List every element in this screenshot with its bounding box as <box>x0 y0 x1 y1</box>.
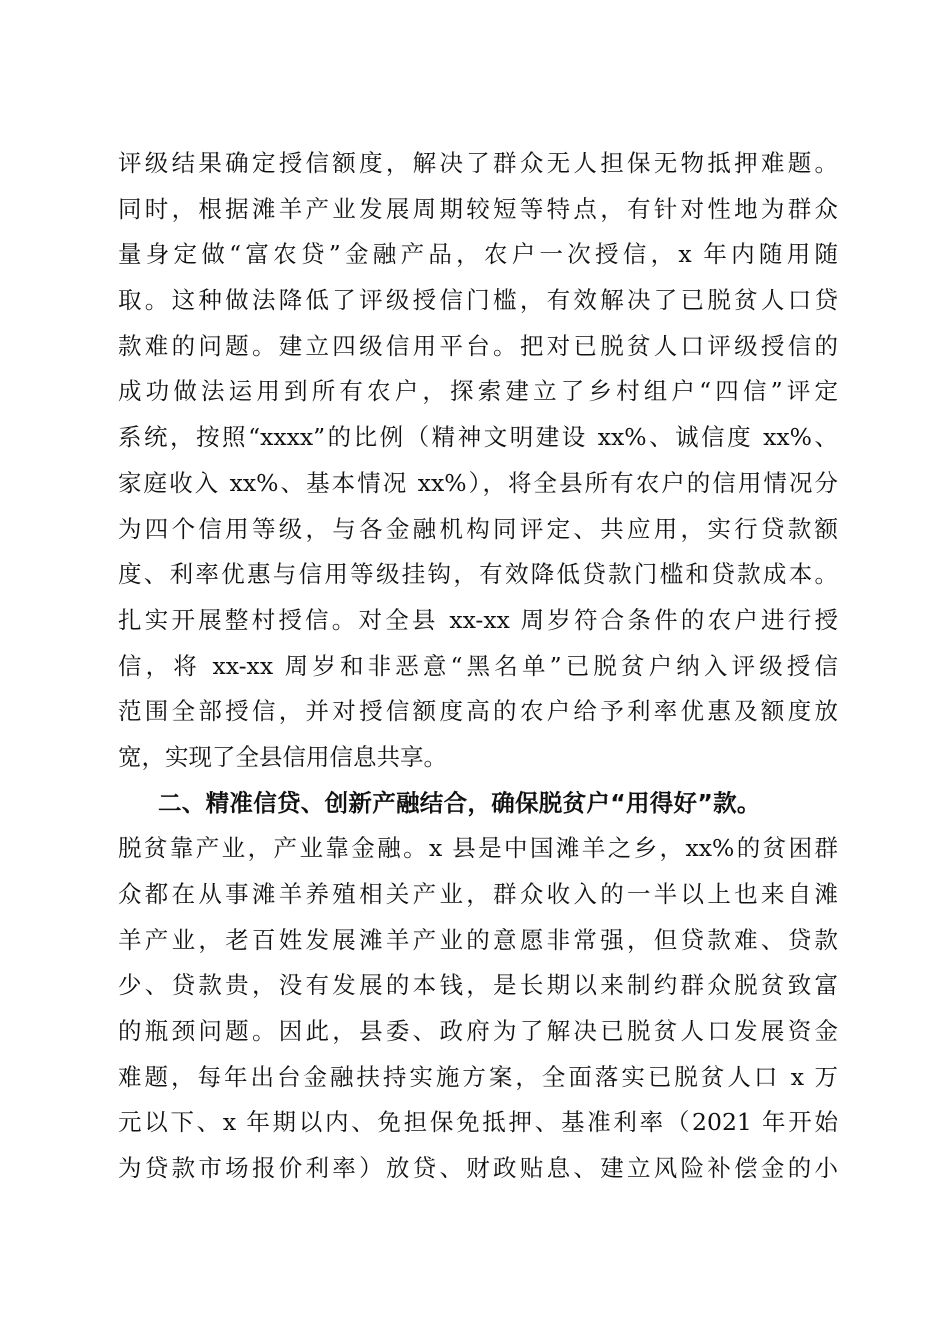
text-line: 信，将 xx-xx 周岁和非恶意“黑名单”已脱贫户纳入评级授信 <box>118 651 838 680</box>
text-line: 家庭收入 xx%、基本情况 xx%），将全县所有农户的信用情况分 <box>118 468 838 497</box>
text-line: 评级结果确定授信额度，解决了群众无人担保无物抵押难题。 <box>118 149 838 177</box>
text-line: 脱贫靠产业，产业靠金融。x 县是中国滩羊之乡，xx%的贫困群 <box>118 834 838 863</box>
text-line: 元以下、x 年期以内、免担保免抵押、基准利率（2021 年开始 <box>118 1108 838 1137</box>
text-line: 系统，按照“xxxx”的比例（精神文明建设 xx%、诚信度 xx%、 <box>118 423 838 452</box>
text-line: 取。这种做法降低了评级授信门槛，有效解决了已脱贫人口贷 <box>118 286 838 315</box>
section-heading: 二、精准信贷、创新产融结合，确保脱贫户“用得好”款。 <box>158 788 761 817</box>
text-line: 为贷款市场报价利率）放贷、财政贴息、建立风险补偿金的小 <box>118 1154 838 1183</box>
text-line: 难题，每年出台金融扶持实施方案，全面落实已脱贫人口 x 万 <box>118 1062 838 1091</box>
text-line: 宽，实现了全县信用信息共享。 <box>118 742 447 771</box>
text-line: 款难的问题。建立四级信用平台。把对已脱贫人口评级授信的 <box>118 331 838 360</box>
document-body <box>118 141 838 1192</box>
text-line: 为四个信用等级，与各金融机构同评定、共应用，实行贷款额 <box>118 514 838 543</box>
text-line: 的瓶颈问题。因此，县委、政府为了解决已脱贫人口发展资金 <box>118 1017 838 1046</box>
text-line: 范围全部授信，并对授信额度高的农户给予利率优惠及额度放 <box>118 697 838 726</box>
paragraph-credit-rating <box>118 141 838 781</box>
text-line: 少、贷款贵，没有发展的本钱，是长期以来制约群众脱贫致富 <box>118 971 838 1000</box>
text-line: 扎实开展整村授信。对全县 xx-xx 周岁符合条件的农户进行授 <box>118 605 838 634</box>
text-line: 同时，根据滩羊产业发展周期较短等特点，有针对性地为群众 <box>118 194 838 223</box>
text-line: 众都在从事滩羊养殖相关产业，群众收入的一半以上也来自滩 <box>118 880 838 908</box>
text-line: 成功做法运用到所有农户，探索建立了乡村组户“四信”评定 <box>118 377 838 406</box>
text-line: 度、利率优惠与信用等级挂钩，有效降低贷款门槛和贷款成本。 <box>118 560 838 589</box>
text-line: 量身定做“富农贷”金融产品，农户一次授信，x 年内随用随 <box>118 240 838 269</box>
text-line: 羊产业，老百姓发展滩羊产业的意愿非常强，但贷款难、贷款 <box>118 925 838 954</box>
paragraph-precise-credit <box>118 826 838 1192</box>
